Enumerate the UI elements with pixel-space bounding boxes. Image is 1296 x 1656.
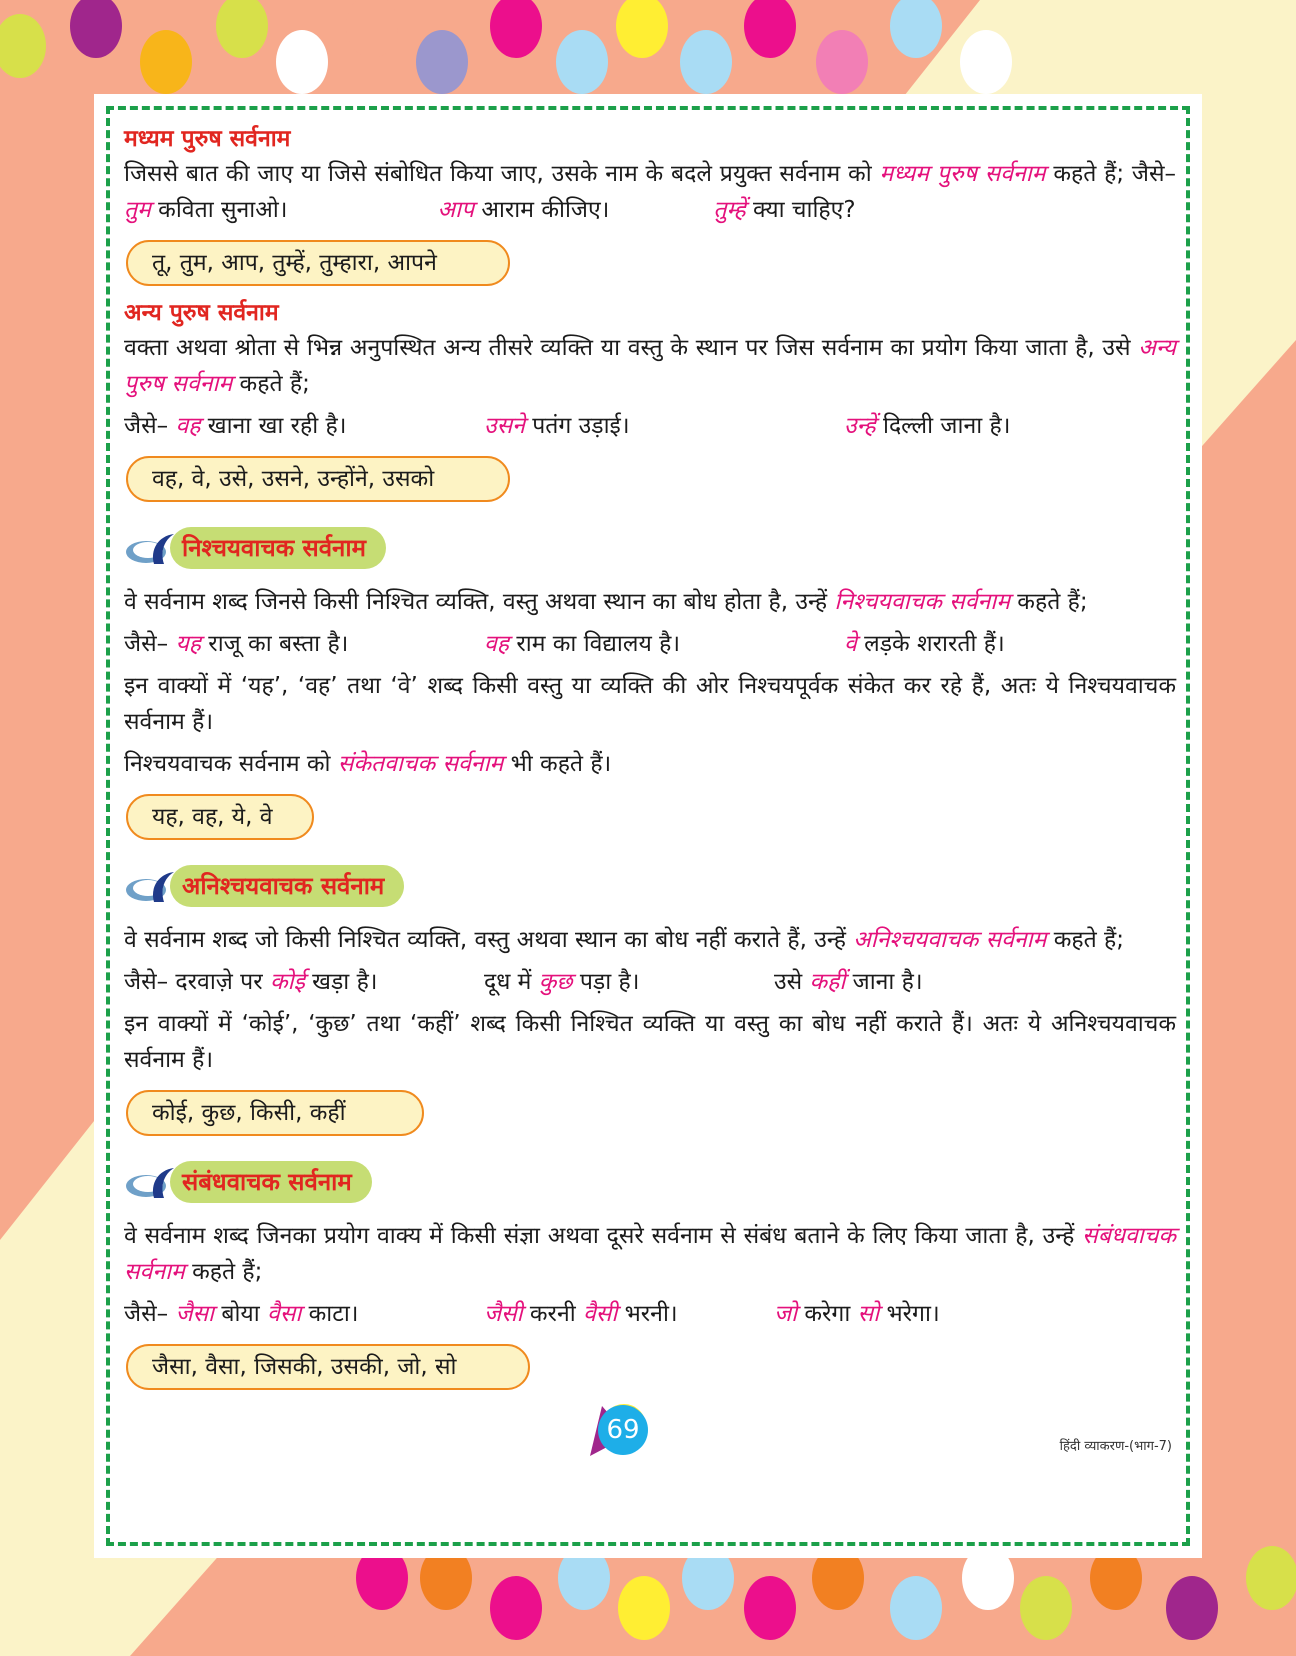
examples-anya: [124, 408, 1176, 444]
alt-text: भी कहते हैं।: [503, 751, 612, 777]
example-word: आप: [437, 197, 475, 223]
example-prefix: जैसे–: [124, 413, 176, 439]
def-text: कहते हैं;: [184, 1259, 263, 1285]
example-word: कहीं: [809, 969, 846, 995]
examples-nishchay: [124, 626, 1176, 662]
term-nishchay: निश्चयवाचक सर्वनाम: [834, 589, 1010, 615]
def-text: वे सर्वनाम शब्द जिनका प्रयोग वाक्य में किसी संज्ञा अथवा दूसरे सर्वनाम से संबंध बताने के लिए किया जाता है, उन्हें: [124, 1223, 1083, 1249]
swoosh-icon: [124, 530, 176, 566]
def-text: वे सर्वनाम शब्द जिनसे किसी निश्चित व्यक्ति, वस्तु अथवा स्थान का बोध होता है, उन्हें: [124, 589, 835, 615]
alt-name-nishchay: [124, 746, 1176, 782]
example-text: दिल्ली जाना है।: [875, 413, 1011, 439]
term-anya: अन्य पुरुष सर्वनाम: [124, 335, 1176, 397]
example-word: जैसा: [175, 1301, 215, 1327]
example-word: यह: [175, 631, 201, 657]
examples-anishchay: [124, 964, 1176, 1000]
example-text: उसे: [774, 969, 810, 995]
section-title-nishchay: निश्चयवाचक सर्वनाम: [170, 527, 386, 569]
example-text: राम का विद्यालय है।: [509, 631, 681, 657]
word-list-anya: वह, वे, उसे, उसने, उन्होंने, उसको: [126, 456, 510, 502]
section-title-madhyam: मध्यम पुरुष सर्वनाम: [124, 126, 291, 152]
page-card: [94, 94, 1202, 1558]
term-sanket: संकेतवाचक सर्वनाम: [337, 751, 504, 777]
example-text: भरेगा।: [879, 1301, 940, 1327]
heading-anishchay: [124, 864, 1176, 908]
heading-nishchay: [124, 526, 1176, 570]
example-word: वह: [175, 413, 201, 439]
def-text: कहते हैं;: [1010, 589, 1088, 615]
book-title: हिंदी व्याकरण-(भाग-7): [1059, 1439, 1172, 1454]
example-word: वह: [484, 631, 510, 657]
def-text: कहते हैं;: [1046, 927, 1124, 953]
example-text: पड़ा है।: [572, 969, 640, 995]
def-text: कहते हैं; जैसे–: [1045, 161, 1177, 187]
definition-anishchay: [124, 922, 1176, 958]
example-text: करेगा: [797, 1301, 858, 1327]
word-list-anishchay: कोई, कुछ, किसी, कहीं: [126, 1090, 424, 1136]
example-text: राजू का बस्ता है।: [201, 631, 349, 657]
example-text: दूध में: [484, 969, 539, 995]
example-word: तुम्हें: [713, 197, 746, 223]
example-word: वैसा: [267, 1301, 302, 1327]
term-madhyam: मध्यम पुरुष सर्वनाम: [879, 161, 1046, 187]
note-nishchay: इन वाक्यों में ‘यह’, ‘वह’ तथा ‘वे’ शब्द किसी वस्तु या व्यक्ति की ओर निश्चयपूर्वक संकेत कर रहे हैं, अतः ये निश्चयवाचक सर्वनाम हैं।: [124, 673, 1176, 735]
def-text: जिससे बात की जाए या जिसे संबोधित किया जाए, उसके नाम के बदले प्रयुक्त सर्वनाम को: [124, 161, 880, 187]
def-text: कहते हैं;: [232, 371, 310, 397]
example-word: वे: [844, 631, 857, 657]
section-title-anya: अन्य पुरुष सर्वनाम: [124, 300, 279, 326]
section-title-anishchay: अनिश्चयवाचक सर्वनाम: [170, 865, 404, 907]
example-prefix: जैसे–: [124, 1301, 176, 1327]
definition-madhyam: [124, 156, 1176, 228]
example-word: कुछ: [538, 969, 573, 995]
def-text: वक्ता अथवा श्रोता से भिन्न अनुपस्थित अन्य तीसरे व्यक्ति या वस्तु के स्थान पर जिस सर्वनाम का प्रयोग किया जाता है, उसे: [124, 335, 1139, 361]
note-anishchay: इन वाक्यों में ‘कोई’, ‘कुछ’ तथा ‘कहीं’ शब्द किसी निश्चित व्यक्ति या वस्तु का बोध नहीं कराते हैं। अतः ये अनिश्चयवाचक सर्वनाम हैं।: [124, 1011, 1176, 1073]
word-list-nishchay: यह, वह, ये, वे: [126, 794, 314, 840]
example-word: तुम: [124, 197, 151, 223]
swoosh-icon: [124, 1164, 176, 1200]
example-text: भरनी।: [617, 1301, 678, 1327]
example-prefix: जैसे–: [124, 631, 176, 657]
example-word: उन्हें: [844, 413, 876, 439]
example-word: सो: [857, 1301, 880, 1327]
page-number: 69: [598, 1405, 648, 1455]
example-text: खड़ा है।: [304, 969, 378, 995]
example-text: क्या चाहिए?: [745, 197, 856, 223]
def-text: वे सर्वनाम शब्द जो किसी निश्चित व्यक्ति, वस्तु अथवा स्थान का बोध नहीं कराते हैं, उन्हें: [124, 927, 854, 953]
bottom-dot-border: [0, 1556, 1296, 1656]
example-text: आराम कीजिए।: [474, 197, 610, 223]
example-text: करनी: [522, 1301, 583, 1327]
example-word: कोई: [269, 969, 305, 995]
example-word: उसने: [484, 413, 525, 439]
definition-nishchay: [124, 584, 1176, 620]
example-text: कविता सुनाओ।: [150, 197, 288, 223]
example-text: पतंग उड़ाई।: [524, 413, 630, 439]
alt-text: निश्चयवाचक सर्वनाम को: [124, 751, 338, 777]
definition-sambandh: [124, 1218, 1176, 1290]
examples-sambandh: [124, 1296, 1176, 1332]
term-anishchay: अनिश्चयवाचक सर्वनाम: [853, 927, 1047, 953]
section-title-sambandh: संबंधवाचक सर्वनाम: [170, 1161, 372, 1203]
example-text: लड़के शरारती हैं।: [856, 631, 1005, 657]
example-word: वैसी: [583, 1301, 618, 1327]
example-text: जैसे– दरवाज़े पर: [124, 969, 270, 995]
example-word: जैसी: [484, 1301, 523, 1327]
swoosh-icon: [124, 868, 176, 904]
definition-anya: [124, 330, 1176, 402]
example-text: जाना है।: [845, 969, 923, 995]
word-list-madhyam: तू, तुम, आप, तुम्हें, तुम्हारा, आपने: [126, 240, 510, 286]
example-text: खाना खा रही है।: [200, 413, 347, 439]
term-sambandh: संबंधवाचक सर्वनाम: [124, 1223, 1176, 1285]
top-dot-border: [0, 0, 1296, 100]
example-text: बोया: [214, 1301, 268, 1327]
word-list-sambandh: जैसा, वैसा, जिसकी, उसकी, जो, सो: [126, 1344, 530, 1390]
page-content: [124, 122, 1176, 1400]
example-text: काटा।: [301, 1301, 359, 1327]
example-word: जो: [774, 1301, 798, 1327]
heading-sambandh: [124, 1160, 1176, 1204]
